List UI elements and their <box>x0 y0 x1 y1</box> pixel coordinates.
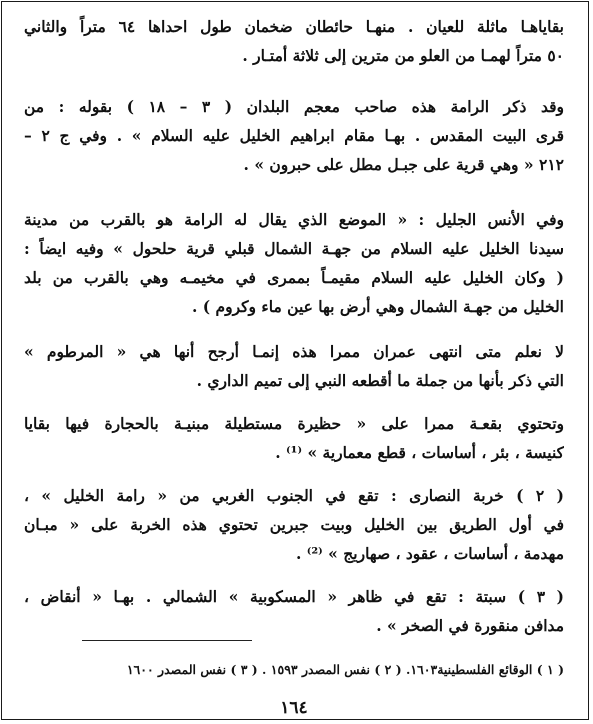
paragraph-sabta <box>24 582 564 640</box>
paragraph-4 <box>24 337 564 395</box>
text-line: بقاياهـا ماثلة للعيان . منهـا حائطان ضخمان طول احداها ٦٤ متراً والثاني <box>24 17 564 36</box>
text-line: لا نعلم متى انتهى عمران ممرا هذه إنمـا أرجح أنها هي « المرطوم » <box>24 342 564 361</box>
text-line: في أول الطريق بين الخليل وبيت جبرين تحتوي هذه الخربة على « مبـان <box>24 515 564 534</box>
paragraph-3 <box>24 205 564 321</box>
text-line: ( وكان الخليل عليه السلام مقيمـاً بممرى في مخيمـه وهي بالقرب من بلد <box>24 268 564 287</box>
text-line: ٢١٢ « وهي قرية على جبـل مطل على حبرون » . <box>243 155 564 174</box>
document-page <box>24 12 564 719</box>
paragraph-1 <box>24 12 564 70</box>
text-line: الخليل من جهـة الشمال وهي أرض بها عين ماء وكروم ) . <box>192 297 564 316</box>
page-number: ١٦٤ <box>280 698 308 718</box>
paragraph-khirbet-al-nasara <box>24 481 564 568</box>
text-line: قرى البيت المقدس . بهـا مقام ابراهيم الخليل عليه السلام » . وفي ج ٢ – <box>24 126 564 145</box>
text-line: التي ذكر بأنها من جملة ما أقطعه النبي إلى تميم الداري . <box>196 371 564 390</box>
text-line: وفي الأنس الجليل : « الموضع الذي يقال له الرامة هو بالقرب من مدينة <box>24 210 564 229</box>
text-line: مهدمة ، أساسات ، عقود ، صهاريج » ⁽²⁾ . <box>295 544 564 563</box>
footnotes: ( ١ ) الوقائع الفلسطينية١٦٠٣. ( ٢ ) نفس المصدر ١٥٩٣ . ( ٣ ) نفس المصدر ١٦٠٠ <box>126 662 564 677</box>
text-line: وتحتوي بقعـة ممرا على « حظيرة مستطيلة مبنيـة بالحجارة فيها بقايا <box>24 414 564 433</box>
text-line: كنيسة ، بئر ، أساسات ، قطع معمارية » ⁽¹⁾ . <box>275 443 564 462</box>
page-frame <box>1 1 589 720</box>
text-line: مدافن منقورة في الصخر » . <box>376 616 564 635</box>
text-line: وقد ذكر الرامة هذه صاحب معجم البلدان ( ٣ – ١٨ ) بقوله : من <box>24 97 564 116</box>
text-line: ( ٣ ) سبتة : تقع في ظاهر « المسكوبية » الشمالي . بهـا « أنقاض ، <box>24 587 564 606</box>
text-line: ٥٠ متراً لهمـا من العلو من مترين إلى ثلاثة أمتـار . <box>242 46 564 65</box>
footnote-divider <box>82 640 252 641</box>
text-line: سيدنا الخليل عليه السلام من جهـة الشمال قبلي قرية حلحول » وفيه ايضاً : <box>24 239 564 258</box>
paragraph-5 <box>24 409 564 467</box>
text-line: ( ٢ ) خربة النصارى : تقع في الجنوب الغربي من « رامة الخليل » ، <box>24 486 564 505</box>
paragraph-2 <box>24 92 564 179</box>
